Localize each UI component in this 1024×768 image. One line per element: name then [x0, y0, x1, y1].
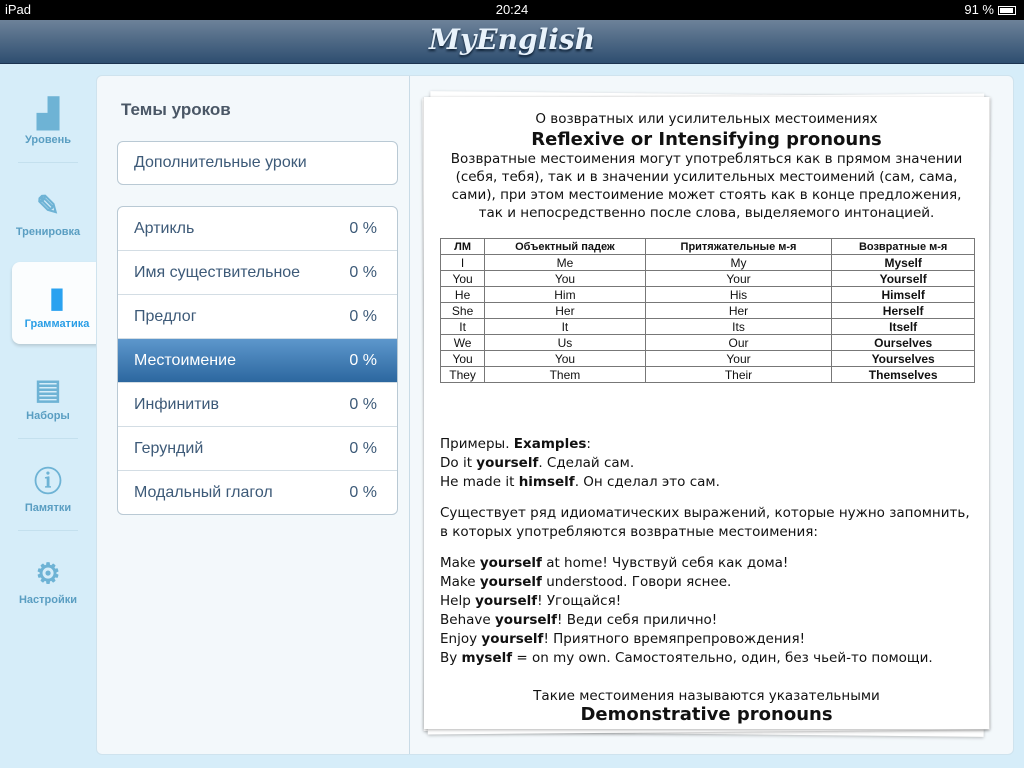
- table-cell: Him: [485, 287, 646, 303]
- text: :: [586, 436, 591, 452]
- text: . Он сделал это сам.: [574, 474, 720, 490]
- table-cell: Me: [485, 255, 646, 271]
- text: ! Веди себя прилично!: [557, 612, 718, 628]
- table-header: Притяжательные м-я: [645, 239, 832, 255]
- table-cell: Ourselves: [832, 335, 975, 351]
- device-name: iPad: [5, 2, 32, 17]
- text: By: [440, 650, 462, 666]
- table-cell: You: [485, 351, 646, 367]
- example-line: [424, 611, 989, 630]
- clock: 20:24: [495, 2, 529, 17]
- lesson-item[interactable]: [118, 427, 397, 471]
- table-cell: Your: [645, 351, 832, 367]
- table-cell: Your: [645, 271, 832, 287]
- table-cell: Her: [645, 303, 832, 319]
- sidebar-label: Уровень: [24, 134, 71, 146]
- table-row: [441, 255, 975, 271]
- lesson-progress: 0 %: [349, 308, 377, 325]
- lesson-content[interactable]: [424, 97, 989, 729]
- lesson-name: Инфинитив: [134, 396, 219, 413]
- table-cell: Yourselves: [832, 351, 975, 367]
- table-row: [441, 287, 975, 303]
- divider: [18, 438, 78, 439]
- battery-icon: [998, 6, 1016, 15]
- table-header: Объектный падеж: [485, 239, 646, 255]
- table-header: ЛМ: [441, 239, 485, 255]
- table-cell: Its: [645, 319, 832, 335]
- sidebar-item-level[interactable]: [0, 78, 96, 162]
- demo-subtitle: Такие местоимения называются указательными: [533, 688, 880, 704]
- content-title: Reflexive or Intensifying pronouns: [531, 129, 882, 150]
- table-cell: Herself: [832, 303, 975, 319]
- table-cell: Them: [485, 367, 646, 383]
- bar-chart-icon: ▟: [37, 98, 59, 129]
- lesson-item[interactable]: [118, 295, 397, 339]
- sidebar-label: Наборы: [26, 410, 70, 422]
- table-row: [441, 367, 975, 383]
- app-logo: MyEnglish: [429, 23, 595, 56]
- example-line: [424, 473, 989, 492]
- table-cell: Itself: [832, 319, 975, 335]
- text: Make: [440, 555, 480, 571]
- document-stack-icon: ▤: [34, 374, 62, 405]
- example-line: [424, 630, 989, 649]
- divider: [18, 530, 78, 531]
- lesson-name: Артикль: [134, 220, 195, 237]
- lesson-progress: 0 %: [349, 264, 377, 281]
- lesson-item[interactable]: [118, 383, 397, 427]
- text-bold: yourself: [494, 612, 558, 628]
- demo-title: Demonstrative pronouns: [580, 704, 833, 725]
- content-subtitle: О возвратных или усилительных местоимениях: [535, 111, 878, 127]
- table-cell: Themselves: [832, 367, 975, 383]
- table-cell: They: [441, 367, 485, 383]
- text: ! Приятного времяпрепровождения!: [543, 631, 805, 647]
- extra-lessons-button[interactable]: Дополнительные уроки: [117, 141, 398, 185]
- lesson-name: Предлог: [134, 308, 197, 325]
- lesson-item[interactable]: [118, 471, 397, 515]
- text-bold: yourself: [476, 455, 539, 471]
- text: Make: [440, 574, 480, 590]
- text: understood. Говори яснее.: [541, 574, 732, 590]
- table-cell: Their: [645, 367, 832, 383]
- text: Enjoy: [440, 631, 482, 647]
- table-cell: You: [441, 351, 485, 367]
- lesson-progress: 0 %: [349, 396, 377, 413]
- text-bold: myself: [461, 650, 513, 666]
- text: Help: [440, 593, 476, 609]
- text-bold: yourself: [475, 593, 538, 609]
- divider: [409, 76, 410, 754]
- battery: [964, 0, 1016, 20]
- sidebar-item-notes[interactable]: [0, 446, 96, 530]
- table-cell: We: [441, 335, 485, 351]
- edit-icon: ✎: [36, 190, 60, 221]
- text: Примеры.: [440, 436, 514, 452]
- lesson-list: [117, 206, 398, 515]
- lesson-item[interactable]: [118, 207, 397, 251]
- main-panel: [96, 75, 1014, 755]
- table-cell: She: [441, 303, 485, 319]
- table-cell: You: [485, 271, 646, 287]
- sidebar-item-training[interactable]: [0, 170, 96, 254]
- example-line: [424, 649, 989, 668]
- table-cell: Our: [645, 335, 832, 351]
- examples-label: [424, 435, 989, 454]
- example-line: [424, 454, 989, 473]
- table-row: [441, 351, 975, 367]
- text-bold: yourself: [481, 631, 544, 647]
- text-bold: yourself: [479, 574, 542, 590]
- sidebar-item-sets[interactable]: [0, 354, 96, 438]
- idioms-intro: Существует ряд идиоматических выражений, которые нужно запомнить, в которых употребляются возвратные местоимения:: [440, 505, 970, 540]
- text: at home! Чувствуй себя как дома!: [541, 555, 789, 571]
- table-cell: My: [645, 255, 832, 271]
- lesson-name: Модальный глагол: [134, 484, 273, 501]
- divider: [18, 162, 78, 163]
- table-cell: Us: [485, 335, 646, 351]
- text: . Сделай сам.: [538, 455, 635, 471]
- gear-icon: ⚙: [35, 558, 61, 589]
- table-cell: I: [441, 255, 485, 271]
- sidebar-label: Настройки: [18, 594, 78, 606]
- text: Behave: [440, 612, 495, 628]
- table-row: [441, 271, 975, 287]
- status-bar: [0, 0, 1024, 20]
- lesson-progress: 0 %: [349, 352, 377, 369]
- table-row: [441, 335, 975, 351]
- table-cell: Myself: [832, 255, 975, 271]
- table-row: [441, 319, 975, 335]
- text-bold: Examples: [513, 436, 587, 452]
- text-bold: himself: [518, 474, 575, 490]
- sidebar-label: Памятки: [24, 502, 72, 514]
- table-cell: It: [485, 319, 646, 335]
- sidebar: [0, 64, 96, 768]
- table-cell: Himself: [832, 287, 975, 303]
- text: He made it: [440, 474, 519, 490]
- example-line: [424, 592, 989, 611]
- lesson-item[interactable]: [118, 251, 397, 295]
- pronoun-table: [440, 238, 975, 383]
- example-line: [424, 554, 989, 573]
- table-cell: You: [441, 271, 485, 287]
- sidebar-item-grammar[interactable]: [12, 262, 102, 344]
- text: Do it: [440, 455, 477, 471]
- table-cell: He: [441, 287, 485, 303]
- table-cell: It: [441, 319, 485, 335]
- table-cell: Her: [485, 303, 646, 319]
- lesson-name: Герундий: [134, 440, 204, 457]
- table-header: Возвратные м-я: [832, 239, 975, 255]
- book-icon: ▮: [49, 282, 65, 313]
- sidebar-label: Тренировка: [15, 226, 81, 238]
- info-icon: ⓘ: [33, 465, 62, 498]
- content-intro: Возвратные местоимения могут употребляться как в прямом значении (себя, тебя), так и в значении усилительных местоимений (сам, сама, сами), при этом местоимение может стоять как в конце предложения, так и непосредственно после слова, выделяемого интонацией.: [450, 151, 963, 221]
- lesson-progress: 0 %: [349, 484, 377, 501]
- lesson-name: Имя существительное: [134, 264, 301, 281]
- lesson-progress: 0 %: [349, 440, 377, 457]
- table-cell: Yourself: [832, 271, 975, 287]
- text: ! Угощайся!: [537, 593, 622, 609]
- battery-level: 91 %: [964, 2, 994, 17]
- table-cell: His: [645, 287, 832, 303]
- lesson-item-selected[interactable]: [118, 339, 397, 383]
- text: = on my own. Самостоятельно, один, без чьей-то помощи.: [512, 650, 933, 666]
- app-header: [0, 20, 1024, 64]
- sidebar-item-settings[interactable]: [0, 538, 96, 622]
- text-bold: yourself: [479, 555, 542, 571]
- lessons-title: Темы уроков: [121, 100, 231, 119]
- example-line: [424, 573, 989, 592]
- lesson-name: Местоимение: [134, 352, 236, 369]
- sidebar-label: Грамматика: [24, 318, 90, 330]
- lesson-progress: 0 %: [349, 220, 377, 237]
- table-row: [441, 303, 975, 319]
